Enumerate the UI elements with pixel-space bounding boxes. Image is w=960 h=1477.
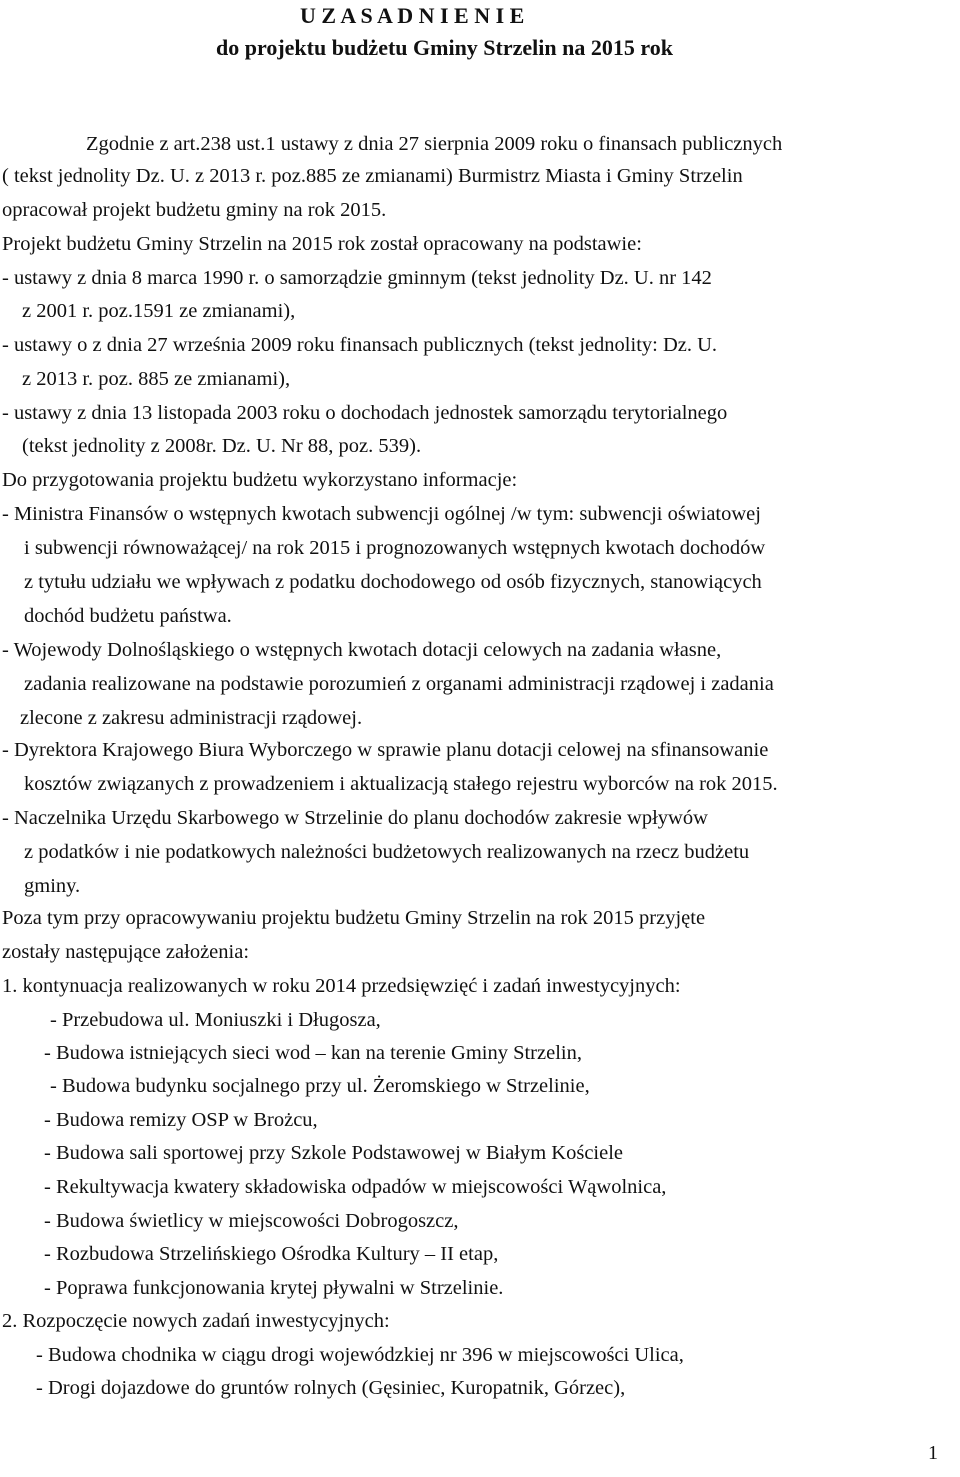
document-subtitle: do projektu budżetu Gminy Strzelin na 2015 rok: [216, 35, 673, 60]
paragraph-line: 1. kontynuacja realizowanych w roku 2014 przedsięwzięć i zadań inwestycyjnych:: [2, 975, 681, 997]
paragraph-line: zlecone z zakresu administracji rządowej.: [20, 707, 363, 729]
list-item: - Rekultywacja kwatery składowiska odpadów w miejscowości Wąwolnica,: [44, 1176, 667, 1198]
list-item: - Poprawa funkcjonowania krytej pływalni w Strzelinie.: [44, 1277, 504, 1299]
paragraph-line: zadania realizowane na podstawie porozumień z organami administracji rządowej i zadania: [24, 673, 774, 695]
paragraph-line: dochód budżetu państwa.: [24, 605, 232, 627]
paragraph-line: - Naczelnika Urzędu Skarbowego w Strzelinie do planu dochodów zakresie wpływów: [2, 807, 708, 829]
paragraph-line: (tekst jednolity z 2008r. Dz. U. Nr 88, poz. 539).: [22, 435, 422, 457]
list-item: - Budowa chodnika w ciągu drogi wojewódzkiej nr 396 w miejscowości Ulica,: [36, 1344, 684, 1366]
paragraph-line: - ustawy o z dnia 27 września 2009 roku finansach publicznych (tekst jednolity: Dz. U.: [2, 334, 718, 356]
paragraph-line: Projekt budżetu Gminy Strzelin na 2015 rok został opracowany na podstawie:: [2, 233, 642, 255]
paragraph-line: gminy.: [24, 875, 81, 897]
paragraph-line: z tytułu udziału we wpływach z podatku dochodowego od osób fizycznych, stanowiących: [24, 571, 762, 593]
paragraph-line: 2. Rozpoczęcie nowych zadań inwestycyjnych:: [2, 1310, 390, 1332]
list-item: - Budowa sali sportowej przy Szkole Podstawowej w Białym Kościele: [44, 1142, 624, 1164]
paragraph-line: opracował projekt budżetu gminy na rok 2015.: [2, 199, 387, 221]
paragraph-line: - Ministra Finansów o wstępnych kwotach subwencji ogólnej /w tym: subwencji oświatowej: [2, 503, 761, 525]
paragraph-line: i subwencji równoważącej/ na rok 2015 i prognozowanych wstępnych kwotach dochodów: [24, 537, 766, 559]
list-item: - Budowa budynku socjalnego przy ul. Żeromskiego w Strzelinie,: [50, 1075, 590, 1097]
list-item: - Budowa remizy OSP w Brożcu,: [44, 1109, 318, 1131]
document-title: U Z A S A D N I E N I E: [300, 3, 525, 28]
paragraph-line: - Dyrektora Krajowego Biura Wyborczego w sprawie planu dotacji celowej na sfinansowanie: [2, 739, 769, 761]
page-number: 1: [928, 1442, 938, 1464]
paragraph-line: - Wojewody Dolnośląskiego o wstępnych kwotach dotacji celowych na zadania własne,: [2, 639, 722, 661]
paragraph-line: zostały następujące założenia:: [2, 941, 250, 963]
paragraph-line: - ustawy z dnia 8 marca 1990 r. o samorządzie gminnym (tekst jednolity Dz. U. nr 142: [2, 267, 712, 289]
paragraph-line: ( tekst jednolity Dz. U. z 2013 r. poz.885 ze zmianami) Burmistrz Miasta i Gminy Strzelin: [2, 165, 743, 187]
list-item: - Budowa świetlicy w miejscowości Dobrogoszcz,: [44, 1210, 459, 1232]
list-item: - Rozbudowa Strzelińskiego Ośrodka Kultury – II etap,: [44, 1243, 499, 1265]
paragraph-line: z 2001 r. poz.1591 ze zmianami),: [22, 300, 296, 322]
list-item: - Drogi dojazdowe do gruntów rolnych (Gęsiniec, Kuropatnik, Górzec),: [36, 1377, 626, 1399]
paragraph-line: - ustawy z dnia 13 listopada 2003 roku o dochodach jednostek samorządu terytorialnego: [2, 402, 728, 424]
paragraph-line: z podatków i nie podatkowych należności budżetowych realizowanych na rzecz budżetu: [24, 841, 750, 863]
paragraph-line: Do przygotowania projektu budżetu wykorzystano informacje:: [2, 469, 518, 491]
paragraph-line: Poza tym przy opracowywaniu projektu budżetu Gminy Strzelin na rok 2015 przyjęte: [2, 907, 706, 929]
list-item: - Przebudowa ul. Moniuszki i Długosza,: [50, 1009, 381, 1031]
paragraph-line: z 2013 r. poz. 885 ze zmianami),: [22, 368, 291, 390]
paragraph-line: Zgodnie z art.238 ust.1 ustawy z dnia 27 sierpnia 2009 roku o finansach publicznych: [86, 133, 783, 155]
paragraph-line: kosztów związanych z prowadzeniem i aktualizacją stałego rejestru wyborców na rok 2015.: [24, 773, 778, 795]
list-item: - Budowa istniejących sieci wod – kan na terenie Gminy Strzelin,: [44, 1042, 582, 1064]
